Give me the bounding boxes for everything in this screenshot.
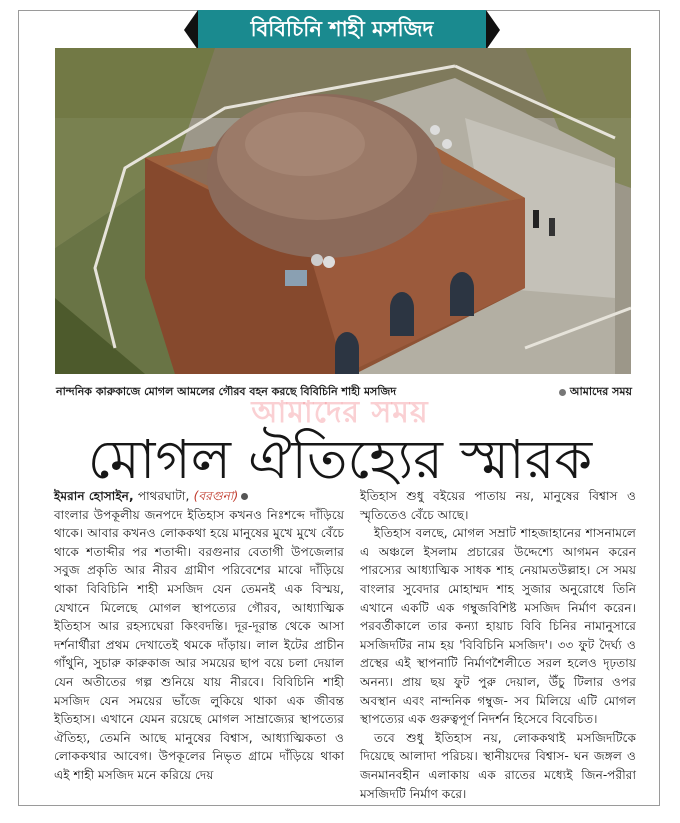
- byline-dot-icon: [241, 493, 248, 500]
- section-banner: [198, 10, 486, 50]
- byline-author: ইমরান হোসাইন,: [54, 489, 134, 503]
- byline-place: পাথরঘাটা,: [137, 489, 190, 503]
- article-headline: মোগল ঐতিহ্যের স্মারক: [87, 428, 593, 491]
- column-2-paragraph-1: ইতিহাস শুধু বইয়ের পাতায় নয়, মানুষের বিশ্বাস ও স্মৃতিতেও বেঁচে আছে।: [360, 489, 636, 522]
- column-2-paragraph-3: তবে শুধু ইতিহাস নয়, লোককথাই মসজিদটিকে দিয়েছে আলাদা পরিচয়। স্থানীয়দের বিশ্বাস- ঘন জঙ্গল ও জনমানবহীন এলাকায় এক রাতের মধ্যেই জিন-পরীরা মসজিদটি নির্মাণ করে।: [360, 730, 636, 801]
- photo-credit-text: আমাদের সময়: [569, 385, 632, 398]
- column-1-paragraph-1: বাংলার উপকূলীয় জনপদে ইতিহাস কখনও নিঃশব্দে দাঁড়িয়ে থাকে। আবার কখনও লোককথা হয়ে মানুষের মুখে মুখে বেঁচে থাকে শতাব্দীর পর শতাব্দী। বরগুনার বেতাগী উপজেলার সবুজ প্রকৃতি আর নীরব গ্রামীণ পরিবেশের মাঝে দাঁড়িয়ে থাকা বিবিচিনি শাহী মসজিদ যেন তেমনই এক বিস্ময়, যেখানে মিলেছে মোগল স্থাপত্যের গৌরব, আধ্যাত্মিক ইতিহাস আর রহস্যঘেরা কিংবদন্তি। দূর-দূরান্ত থেকে আসা দর্শনার্থীরা প্রথম দেখাতেই থমকে দাঁড়ায়। লাল ইটের প্রাচীন গাঁথুনি, সুচারু কারুকাজ আর সময়ের ছাপ বয়ে চলা দেয়াল যেন অতীতের গল্প শুনিয়ে যায় নীরবে। বিবিচিনি শাহী মসজিদ যেন সময়ের ভাঁজে লুকিয়ে থাকা এক জীবন্ত ইতিহাস। এখানে যেমন রয়েছে মোগল সাম্রাজ্যের স্থাপত্যের ঐতিহ্য, তেমনি আছে মানুষের বিশ্বাস, আধ্যাত্মিকতা ও লোককথার আবেগ। উপকূলের নিভৃত গ্রামে দাঁড়িয়ে থাকা এই শাহী মসজিদ মনে করিয়ে দেয়: [54, 507, 344, 782]
- mosque-photo: [55, 48, 631, 374]
- article-column-2: [360, 487, 636, 803]
- photo-caption: নান্দনিক কারুকাজে মোগল আমলের গৌরব বহন করছে বিবিচিনি শাহী মসজিদ: [56, 385, 397, 398]
- newspaper-watermark: আমাদের সময়: [251, 395, 429, 430]
- byline-district: (বরগুনা): [193, 489, 239, 503]
- banner-title: বিবিচিনি শাহী মসজিদ: [250, 16, 434, 41]
- mosque-aerial-illustration: [55, 48, 631, 374]
- article-column-1: [54, 487, 344, 785]
- column-2-paragraph-2: ইতিহাস বলছে, মোগল সম্রাট শাহজাহানের শাসনামলে এ অঞ্চলে ইসলাম প্রচারের উদ্দেশ্যে আগমন করেন পারস্যের আধ্যাত্মিক সাধক শাহ নেয়ামতউল্লাহ। সে সময় বাংলার সুবেদার মোহাম্মদ শাহ সুজার অনুরোধে তিনি এখানে একটি এক গম্বুজবিশিষ্ট মসজিদ নির্মাণ করেন। পরবর্তীকালে তার কন্যা হায়াচ বিবি চিনির নামানুসারে মসজিদটির নাম হয় 'বিবিচিনি মসজিদ'। ৩৩ ফুট দৈর্ঘ্য ও প্রস্থের এই স্থাপনাটি নির্মাণশৈলীতে সরল হলেও দৃঢ়তায় অনন্য। প্রায় ছয় ফুট পুরু দেয়াল, উঁচু টিলার ওপর অবস্থান এবং নান্দনিক গম্বুজ- সব মিলিয়ে এটি মোগল স্থাপত্যের এক গুরুত্বপূর্ণ নিদর্শন হিসেবে বিবেচিত।: [360, 526, 636, 727]
- byline: [54, 487, 344, 506]
